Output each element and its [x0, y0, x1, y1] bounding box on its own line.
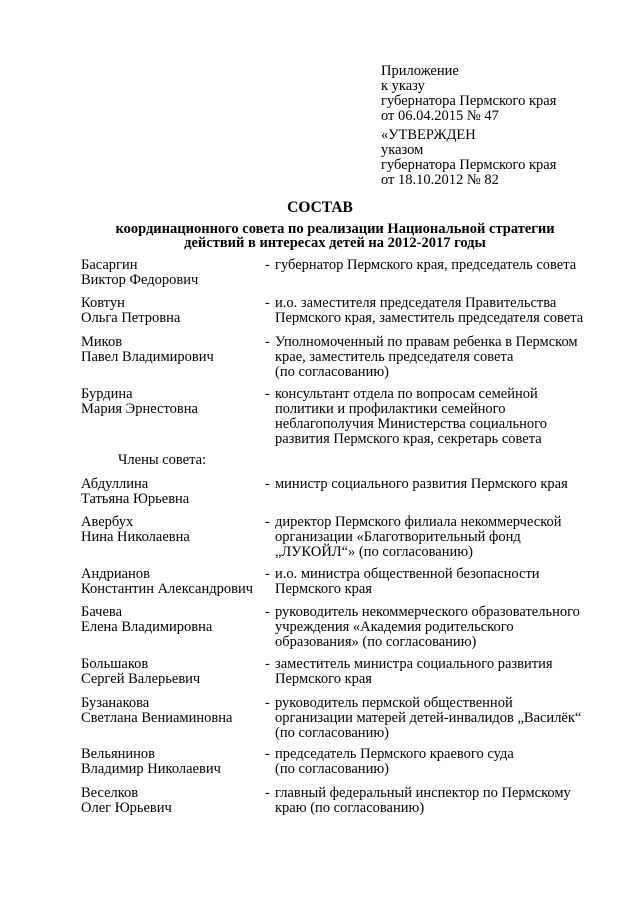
member-role-line: (по согласованию) [275, 364, 389, 380]
member-role-line: „ЛУКОЙЛ“» (по согласованию) [275, 544, 473, 560]
approved-line: «УТВЕРЖДЕН [381, 127, 476, 143]
member-role-line: образования» (по согласованию) [275, 634, 477, 650]
member-role-line [265, 387, 605, 402]
member-name-line: Бузанакова [81, 695, 150, 711]
member-name [81, 335, 214, 365]
member-role-text: председатель Пермского краевого суда [275, 746, 514, 762]
member-role [265, 657, 605, 687]
member-name-line: Ковтун [81, 295, 125, 311]
member-role-text: Уполномоченный по правам ребенка в Пермском [275, 334, 578, 350]
member-role-text: главный федеральный инспектор по Пермскому [275, 785, 571, 801]
member-name [81, 747, 221, 777]
approved-block [381, 128, 556, 188]
dash-marker: - [265, 746, 270, 762]
member-role-text: министр социального развития Пермского края [275, 476, 568, 492]
member-name [81, 515, 190, 545]
member-role [265, 605, 605, 650]
member-role-text: заместитель министра социального развития [275, 656, 553, 672]
member-role-text: и.о. министра общественной безопасности [275, 566, 540, 582]
member-name-line: Виктор Федорович [81, 272, 199, 288]
member-role-text: руководитель некоммерческого образовательного [275, 604, 580, 620]
member-name-line: Миков [81, 334, 123, 350]
member-role-line: политики и профилактики семейного [275, 401, 506, 417]
member-role-line: крае, заместитель председателя совета [275, 349, 514, 365]
member-name [81, 657, 200, 687]
member-role-line: учреждения «Академия родительского [275, 619, 514, 635]
document-subtitle [80, 222, 590, 250]
member-role [265, 515, 605, 560]
approved-line: указом [381, 142, 424, 158]
subtitle-line: координационного совета по реализации Национальной стратегии [115, 221, 555, 237]
member-role-line: Пермского края, заместитель председателя совета [275, 310, 584, 326]
appendix-line: от 06.04.2015 № 47 [381, 108, 499, 124]
member-role-line: (по согласованию) [275, 725, 389, 741]
member-name-line: Авербух [81, 514, 134, 530]
member-role [265, 477, 605, 492]
member-role-line [265, 657, 605, 672]
member-name-line: Басаргин [81, 257, 138, 273]
member-role-line: (по согласованию) [275, 761, 389, 777]
member-role-text: директор Пермского филиала некоммерческой [275, 514, 562, 530]
dash-marker: - [265, 656, 270, 672]
member-role-line [265, 786, 605, 801]
member-name [81, 696, 232, 726]
member-name [81, 567, 253, 597]
member-role-line [265, 696, 605, 711]
member-role-text: и.о. заместителя председателя Правительства [275, 295, 557, 311]
member-role-line [265, 605, 605, 620]
member-role-line [265, 477, 605, 492]
member-role-line [265, 747, 605, 762]
document-title: СОСТАВ [287, 199, 353, 216]
appendix-line: Приложение [381, 63, 459, 79]
member-name [81, 258, 198, 288]
member-role-text: губернатор Пермского края, председатель совета [275, 257, 577, 273]
member-name-line: Елена Владимировна [81, 619, 213, 635]
dash-marker: - [265, 566, 270, 582]
dash-marker: - [265, 476, 270, 492]
member-name-line: Владимир Николаевич [81, 761, 221, 777]
member-role-line: развития Пермского края, секретарь совета [275, 431, 542, 447]
member-name-line: Ольга Петровна [81, 310, 181, 326]
member-role-text: руководитель пермской общественной [275, 695, 513, 711]
member-name-line: Абдуллина [81, 476, 149, 492]
member-name [81, 387, 198, 417]
member-name-line: Олег Юрьевич [81, 800, 172, 816]
member-role-line: организации матерей детей-инвалидов „Василёк“ [275, 710, 582, 726]
dash-marker: - [265, 295, 270, 311]
dash-marker: - [265, 604, 270, 620]
member-role-line: Пермского края [275, 671, 372, 687]
member-name [81, 605, 212, 635]
member-role [265, 335, 605, 380]
member-name-line: Константин Александрович [81, 581, 253, 597]
member-name-line: Нина Николаевна [81, 529, 190, 545]
member-role [265, 258, 605, 273]
member-name [81, 786, 172, 816]
member-name-line: Большаков [81, 656, 149, 672]
member-name-line: Светлана Вениаминовна [81, 710, 233, 726]
member-name-line: Вельянинов [81, 746, 156, 762]
dash-marker: - [265, 695, 270, 711]
dash-marker: - [265, 785, 270, 801]
member-role [265, 567, 605, 597]
member-name-line: Бачева [81, 604, 123, 620]
member-role-line [265, 567, 605, 582]
member-role [265, 296, 605, 326]
appendix-block [381, 64, 556, 124]
member-role-line: краю (по согласованию) [275, 800, 425, 816]
member-role-line [265, 335, 605, 350]
dash-marker: - [265, 514, 270, 530]
member-name-line: Бурдина [81, 386, 133, 402]
member-role-line: Пермского края [275, 581, 372, 597]
member-name-line: Мария Эрнестовна [81, 401, 198, 417]
member-role-line [265, 258, 605, 273]
member-name-line: Веселков [81, 785, 139, 801]
dash-marker: - [265, 257, 270, 273]
member-role [265, 696, 605, 741]
member-role-line [265, 296, 605, 311]
member-role [265, 747, 605, 777]
member-name-line: Андрианов [81, 566, 150, 582]
member-role-line: организации «Благотворительный фонд [275, 529, 521, 545]
members-section-label: Члены совета: [118, 452, 207, 468]
approved-line: губернатора Пермского края [381, 157, 557, 173]
member-name [81, 296, 180, 326]
appendix-line: губернатора Пермского края [381, 93, 557, 109]
member-role [265, 786, 605, 816]
dash-marker: - [265, 386, 270, 402]
member-role-line: неблагополучия Министерства социального [275, 416, 547, 432]
dash-marker: - [265, 334, 270, 350]
member-role [265, 387, 605, 447]
appendix-line: к указу [381, 78, 425, 94]
approved-line: от 18.10.2012 № 82 [381, 172, 499, 188]
member-role-text: консультант отдела по вопросам семейной [275, 386, 538, 402]
member-name-line: Татьяна Юрьевна [81, 491, 190, 507]
member-name [81, 477, 189, 507]
subtitle-line: действий в интересах детей на 2012-2017 годы [184, 235, 486, 251]
member-name-line: Сергей Валерьевич [81, 671, 201, 687]
member-name-line: Павел Владимирович [81, 349, 214, 365]
member-role-line [265, 515, 605, 530]
